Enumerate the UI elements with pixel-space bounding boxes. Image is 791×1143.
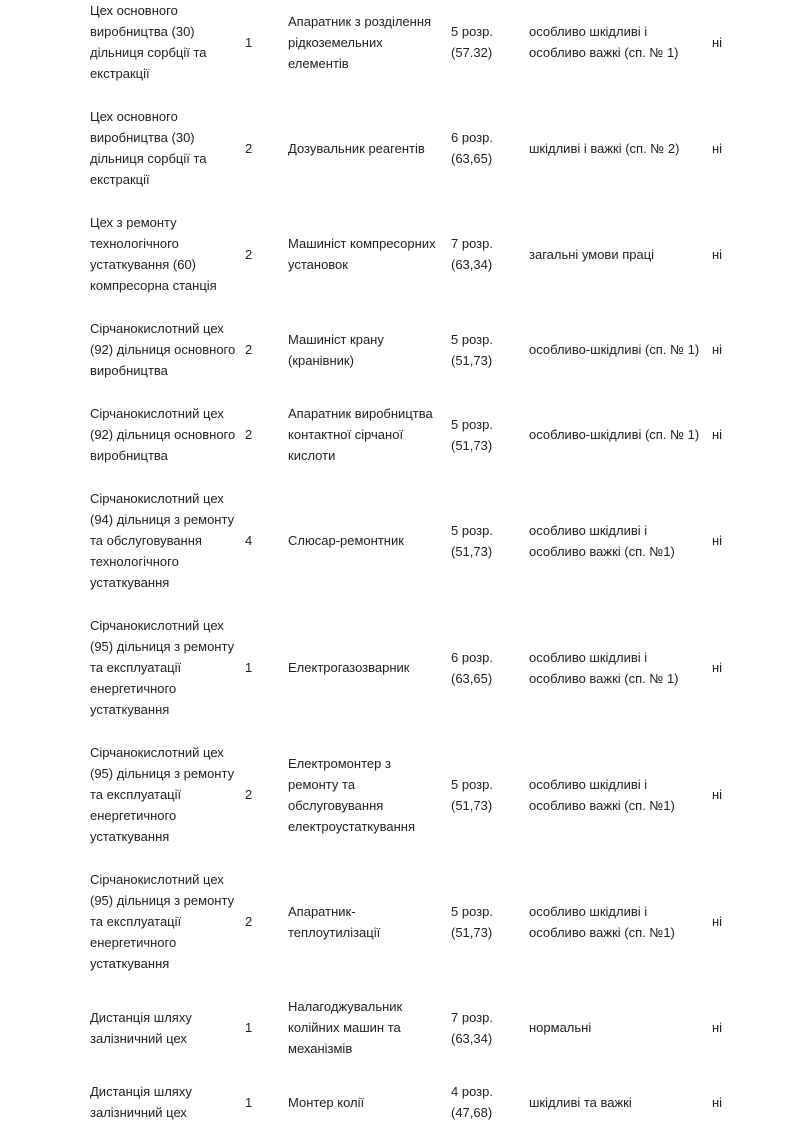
conditions-cell: особливо шкідливі і особливо важкі (сп. №1) (529, 522, 675, 559)
quantity-cell: 1 (245, 1094, 253, 1110)
quantity-cell: 4 (245, 533, 253, 548)
grade-cell: 6 розр. (63,65) (451, 130, 493, 166)
conditions-cell: нормальні (529, 1020, 592, 1035)
shop-cell: Сірчанокислотний цех (92) дільниця основного виробництва (90, 406, 236, 463)
grade-cell: 6 розр. (63,65) (451, 649, 493, 686)
profession-cell: Електромонтер з ремонту та обслуговування електроустаткування (288, 755, 415, 834)
conditions-cell: особливо шкідливі і особливо важкі (сп. № 1) (529, 649, 679, 686)
grade-cell: 5 розр. (57.32) (451, 24, 493, 60)
profession-cell: Дозувальник реагентів (288, 140, 425, 156)
shop-cell: Сірчанокислотний цех (94) дільниця з ремонту та обслуговування технологічного устаткування (90, 491, 235, 590)
shop-cell: Цех основного виробництва (30) дільниця сорбції та екстракції (90, 3, 207, 81)
profession-cell: Монтер колії (288, 1094, 365, 1110)
quantity-cell: 2 (245, 342, 253, 357)
profession-cell: Апаратник виробництва контактної сірчаної кислоти (288, 406, 433, 463)
flag-cell: ні (712, 1020, 723, 1035)
flag-cell: ні (712, 914, 723, 929)
flag-cell: ні (712, 34, 723, 50)
shop-cell: Сірчанокислотний цех (95) дільниця з ремонту та експлуатації енергетичного устаткування (90, 872, 235, 971)
conditions-cell: шкідливі і важкі (сп. № 2) (529, 140, 680, 156)
conditions-cell: особливо шкідливі і особливо важкі (сп. №1) (529, 776, 675, 813)
profession-cell: Машиніст компресорних установок (288, 236, 436, 272)
conditions-cell: шкідливі та важкі (529, 1094, 632, 1110)
flag-cell: ні (712, 140, 723, 156)
shop-cell: Цех з ремонту технологічного устаткування (60) компресорна станція (90, 215, 217, 293)
quantity-cell: 1 (245, 34, 253, 50)
vacancy-table (85, 0, 791, 1143)
grade-cell: 5 розр. (51,73) (451, 416, 493, 453)
table-row (85, 0, 791, 104)
flag-cell: ні (712, 342, 723, 357)
quantity-cell: 1 (245, 1020, 253, 1035)
grade-cell: 5 розр. (51,73) (451, 776, 493, 813)
flag-cell: ні (712, 1094, 723, 1110)
shop-cell: Сірчанокислотний цех (95) дільниця з ремонту та експлуатації енергетичного устаткування (90, 618, 235, 717)
flag-cell: ні (712, 427, 723, 442)
table-row (85, 613, 791, 740)
profession-cell: Слюсар-ремонтник (288, 533, 404, 548)
table-row (85, 994, 791, 1079)
shop-cell: Дистанція шляху залізничний цех (90, 1009, 192, 1046)
table-row (85, 316, 791, 401)
shop-cell: Сірчанокислотний цех (92) дільниця основного виробництва (90, 321, 236, 378)
flag-cell: ні (712, 246, 723, 262)
profession-cell: Апаратник-теплоутилізації (288, 903, 381, 940)
table-row (85, 104, 791, 210)
table-row (85, 1079, 791, 1143)
table-row (85, 486, 791, 613)
conditions-cell: загальні умови праці (529, 246, 655, 262)
flag-cell: ні (712, 660, 723, 675)
table-row (85, 740, 791, 867)
flag-cell: ні (712, 533, 723, 548)
quantity-cell: 2 (245, 914, 253, 929)
shop-cell: Цех основного виробництва (30) дільниця сорбції та екстракції (90, 109, 207, 187)
profession-cell: Електрогазозварник (288, 660, 410, 675)
table-row (85, 210, 791, 316)
grade-cell: 5 розр. (51,73) (451, 331, 493, 368)
conditions-cell: особливо шкідливі і особливо важкі (сп. № 1) (529, 24, 679, 60)
quantity-cell: 2 (245, 140, 253, 156)
vacancy-table-container (85, 0, 791, 1143)
grade-cell: 5 розр. (51,73) (451, 903, 493, 940)
table-row (85, 401, 791, 486)
shop-cell: Сірчанокислотний цех (95) дільниця з ремонту та експлуатації енергетичного устаткування (90, 745, 235, 844)
quantity-cell: 2 (245, 427, 253, 442)
profession-cell: Апаратник з розділення рідкоземельних елементів (288, 13, 432, 71)
flag-cell: ні (712, 787, 723, 802)
quantity-cell: 2 (245, 246, 253, 262)
quantity-cell: 1 (245, 660, 253, 675)
conditions-cell: особливо-шкідливі (сп. № 1) (529, 342, 700, 357)
grade-cell: 7 розр. (63,34) (451, 1009, 493, 1046)
conditions-cell: особливо-шкідливі (сп. № 1) (529, 427, 700, 442)
conditions-cell: особливо шкідливі і особливо важкі (сп. №1) (529, 903, 675, 940)
grade-cell: 7 розр. (63,34) (451, 236, 493, 272)
quantity-cell: 2 (245, 787, 253, 802)
profession-cell: Налагоджувальник колійних машин та механізмів (288, 999, 403, 1056)
grade-cell: 5 розр. (51,73) (451, 522, 493, 559)
grade-cell: 4 розр. (47,68) (451, 1084, 493, 1120)
profession-cell: Машиніст крану (кранівник) (288, 331, 384, 368)
table-row (85, 867, 791, 994)
shop-cell: Дистанція шляху залізничний цех (90, 1084, 192, 1120)
